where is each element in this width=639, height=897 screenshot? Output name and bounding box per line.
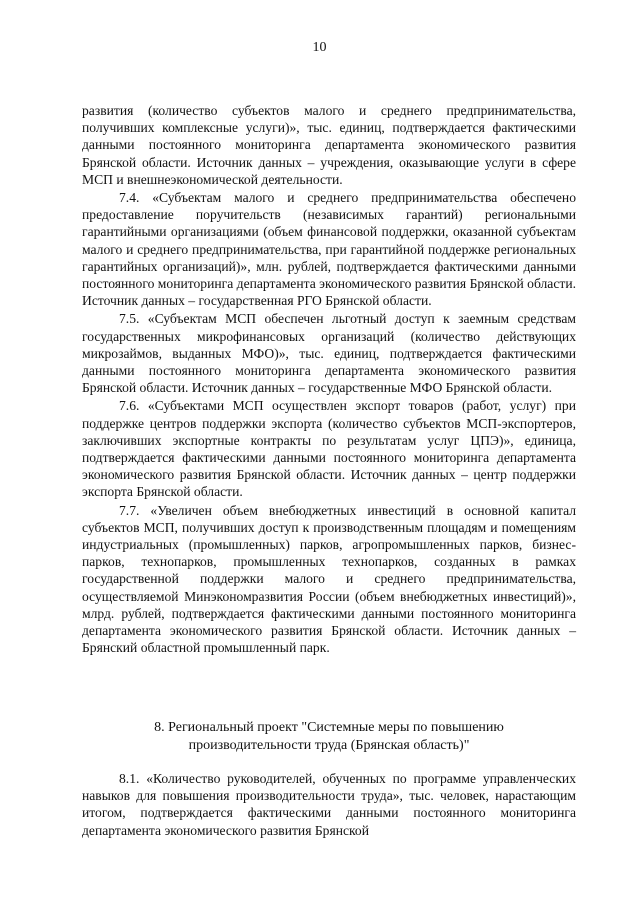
paragraph-8-1: 8.1. «Количество руководителей, обученных по программе управленческих навыков для повышения производительности труда», тыс. человек, нарастающим итогом, подтверждается фактическими данными постоянного мониторинга департамента экономического развития Брянской (82, 771, 576, 838)
paragraph-7-7: 7.7. «Увеличен объем внебюджетных инвестиций в основной капитал субъектов МСП, получивших доступ к производственным площадям и помещениям индустриальных (промышленных) парков, агропромышленных парков, бизнес-парков, технопарков, промышленных технопарков, созданных в рамках государственной поддержки малого и среднего предпринимательства, осуществляемой Минэкономразвития России (объем внебюджетных инвестиций)», млрд. рублей, подтверждается фактическими данными постоянного мониторинга департамента экономического развития Брянской области. Источник данных – Брянский областной промышленный парк. (82, 502, 576, 656)
section-heading-line2: производительности труда (Брянская область)" (188, 738, 470, 753)
paragraph-continuation: развития (количество субъектов малого и среднего предпринимательства, получивших комплексные услуги)», тыс. единиц, подтверждается фактическими данными постоянного мониторинга департамента экономического развития Брянской области. Источник данных – учреждения, оказывающие услуги в сфере МСП и внешнеэкономической деятельности. (82, 103, 576, 187)
section-heading-line1: 8. Региональный проект "Системные меры по повышению (154, 720, 504, 735)
paragraph-7-6: 7.6. «Субъектами МСП осуществлен экспорт товаров (работ, услуг) при поддержке центров поддержки экспорта (количество субъектов МСП-экспортеров, заключивших экспортные контракты по результатам услуг ЦПЭ)», единица, подтверждается фактическими данными постоянного мониторинга департамента экономического развития Брянской области. Источник данных – центр поддержки экспорта Брянской области. (82, 398, 576, 500)
paragraph-7-5: 7.5. «Субъектам МСП обеспечен льготный доступ к заемным средствам государственных микрофинансовых организаций (количество действующих микрозаймов, выданных МФО)», тыс. единиц, подтверждается фактическими данными постоянного мониторинга департамента экономического развития Брянской области. Источник данных – государственные МФО Брянской области. (82, 311, 576, 396)
body-text (82, 102, 576, 658)
paragraph-7-4: 7.4. «Субъектам малого и среднего предпринимательства обеспечено предоставление поручительств (независимых гарантий) региональными гарантийными организациями (объем финансовой поддержки, оказанной субъектам малого и среднего предпринимательства, при гарантийной поддержке региональных гарантийных организаций)», млн. рублей, подтверждается фактическими данными постоянного мониторинга департамента экономического развития Брянской области. Источник данных – государственная РГО Брянской области. (82, 190, 576, 309)
body-text-section-8 (82, 770, 576, 840)
page-number: 10 (312, 40, 327, 55)
section-heading (82, 719, 576, 755)
